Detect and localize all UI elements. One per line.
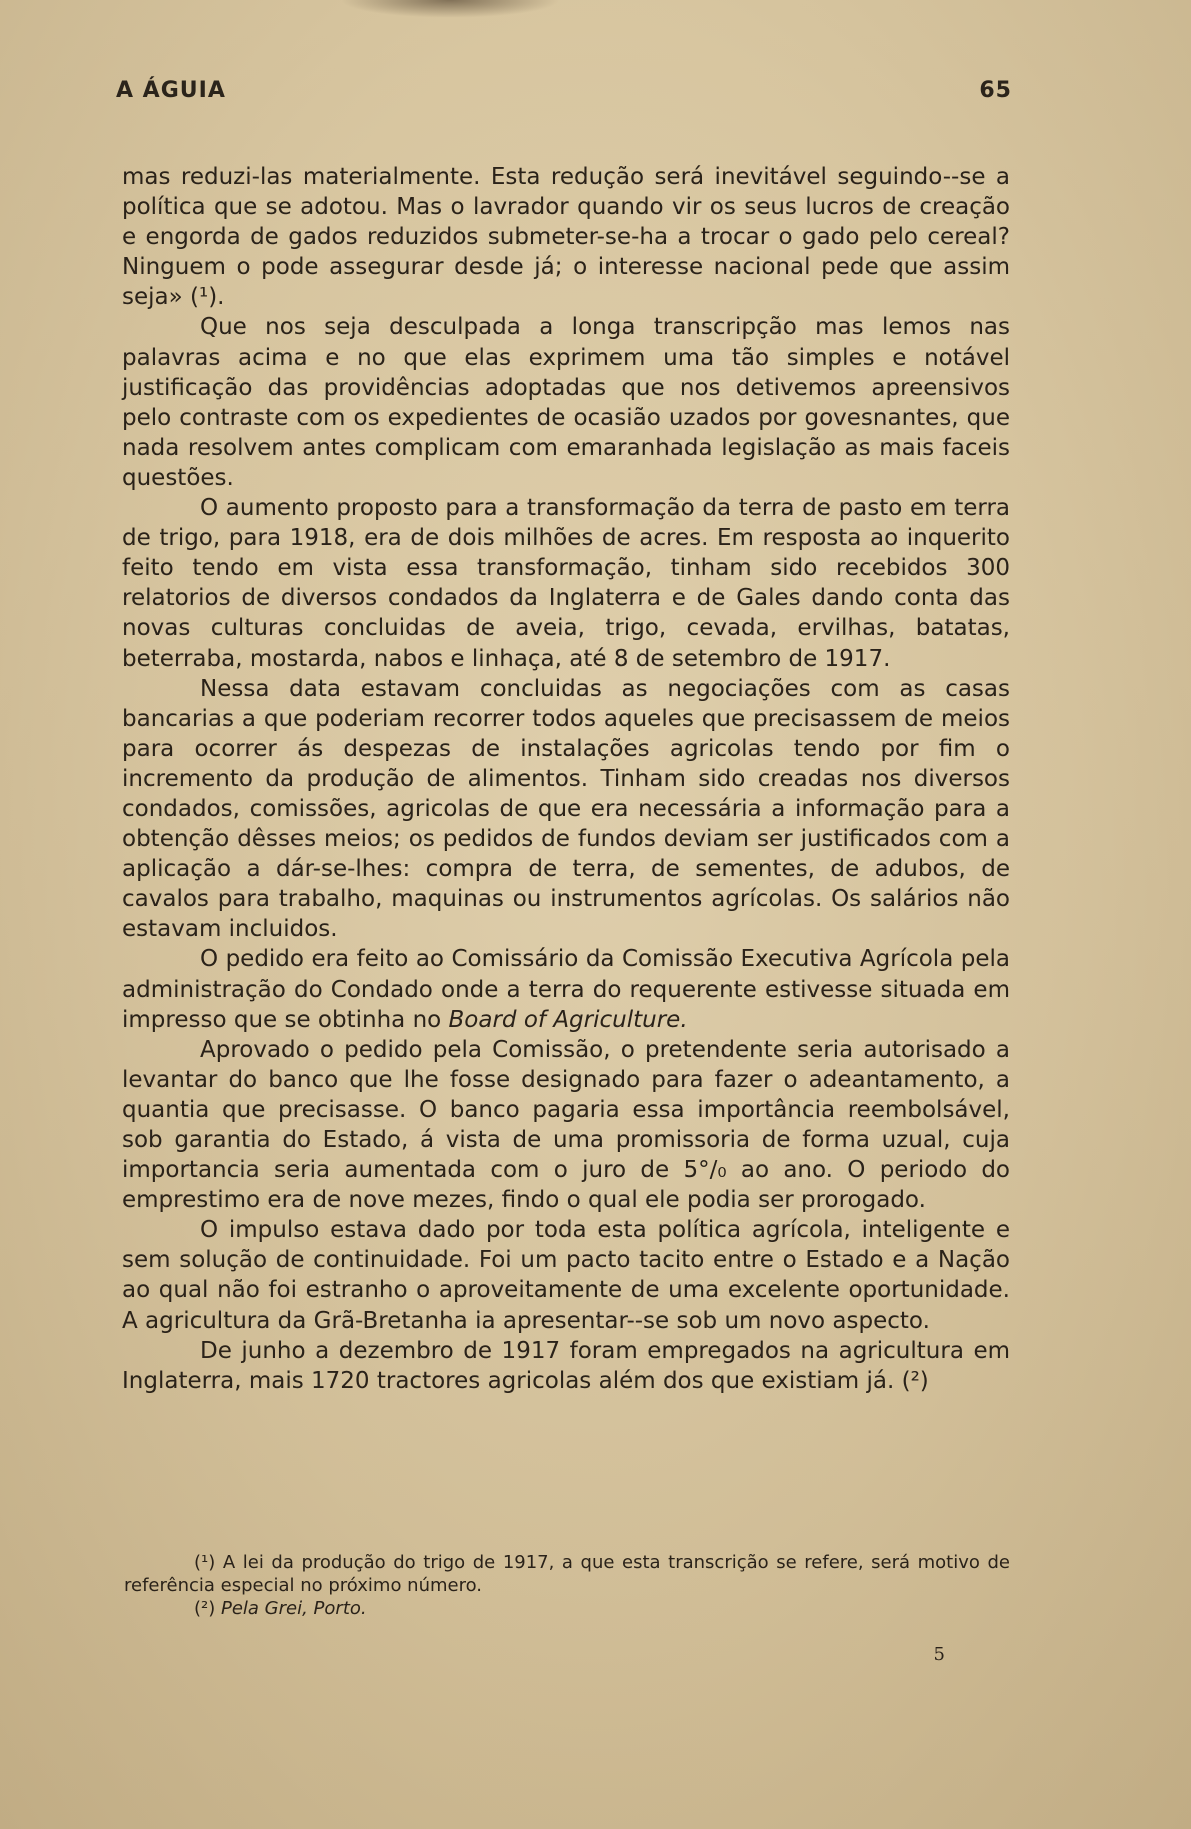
- running-header: [116, 78, 1012, 114]
- paragraph-5: [122, 944, 1010, 1034]
- paragraph-2: Que nos seja desculpada a longa transcripção mas lemos nas palavras acima e no que elas exprimem uma tão simples e notável justificação das providências adoptadas que nos detivemos apreensivos pelo contraste com os expedientes de ocasião uzados por govesnantes, que nada resolvem antes complicam com emaranhada legislação as mais faceis questões.: [122, 314, 1010, 491]
- paragraph-4: Nessa data estavam concluidas as negociações com as casas bancarias a que poderiam recorrer todos aqueles que precisassem de meios para ocorrer ás despezas de instalações agricolas tendo por fim o incremento da produção de alimentos. Tinham sido creadas nos diversos condados, comissões, agricolas de que era necessária a informação para a obtenção dêsses meios; os pedidos de fundos deviam ser justificados com a aplicação a dár-se-lhes: compra de terra, de sementes, de adubos, de cavalos para trabalho, maquinas ou instrumentos agrícolas. Os salários não estavam incluidos.: [122, 675, 1010, 943]
- paragraph-8: De junho a dezembro de 1917 foram empregados na agricultura em Inglaterra, mais 1720 tractores agricolas além dos que existiam já. (²): [122, 1337, 1010, 1394]
- paragraph-1: mas reduzi-las materialmente. Esta redução será inevitável seguindo--se a política que se adotou. Mas o lavrador quando vir os seus lucros de creação e engorda de gados reduzidos submeter-se-ha a trocar o gado pelo cereal? Ninguem o pode assegurar desde já; o interesse nacional pede que assim seja» (¹).: [122, 164, 1010, 311]
- footnote-2: [124, 1597, 1010, 1620]
- paragraph-6: Aprovado o pedido pela Comissão, o pretendente seria autorisado a levantar do banco que lhe fosse designado para fazer o adeantamento, a quantia que precisasse. O banco pagaria essa importância reembolsável, sob garantia do Estado, á vista de uma promissoria de forma uzual, cuja importancia seria aumentada com o juro de 5°/₀ ao ano. O periodo do emprestimo era de nove mezes, findo o qual ele podia ser prorogado.: [122, 1036, 1010, 1214]
- paragraph-5-text: O pedido era feito ao Comissário da Comissão Executiva Agrícola pela administração do Condado onde a terra do requerente estivesse situada em impresso que se obtinha no: [122, 946, 1010, 1033]
- board-of-agriculture: Board of Agriculture.: [448, 1006, 688, 1033]
- paragraph-7: O impulso estava dado por toda esta política agrícola, inteligente e sem solução de continuidade. Foi um pacto tacito entre o Estado e a Nação ao qual não foi estranho o aproveitamente de uma excelente oportunidade. A agricultura da Grã-Bretanha ia apresentar--se sob um novo aspecto.: [122, 1217, 1010, 1334]
- page-stain: [340, 0, 560, 18]
- footnote-2-text: Pela Grei, Porto.: [221, 1598, 367, 1619]
- paragraph-3: O aumento proposto para a transformação da terra de pasto em terra de trigo, para 1918, era de dois milhões de acres. Em resposta ao inquerito feito tendo em vista essa transformação, tinham sido recebidos 300 relatorios de diversos condados da Inglaterra e de Gales dando conta das novas culturas concluidas de aveia, trigo, cevada, ervilhas, batatas, beterraba, mostarda, nabos e linhaça, até 8 de setembro de 1917.: [122, 495, 1010, 672]
- footnotes: [124, 1551, 1010, 1620]
- footnote-2-mark: (²): [194, 1598, 216, 1619]
- signature-mark: 5: [933, 1644, 945, 1665]
- journal-title: A ÁGUIA: [116, 78, 226, 103]
- page-number: 65: [979, 78, 1012, 103]
- footnote-1: (¹) A lei da produção do trigo de 1917, a que esta transcrição se refere, será motivo de referência especial no próximo número.: [124, 1552, 1010, 1596]
- article-body: [122, 162, 1010, 1396]
